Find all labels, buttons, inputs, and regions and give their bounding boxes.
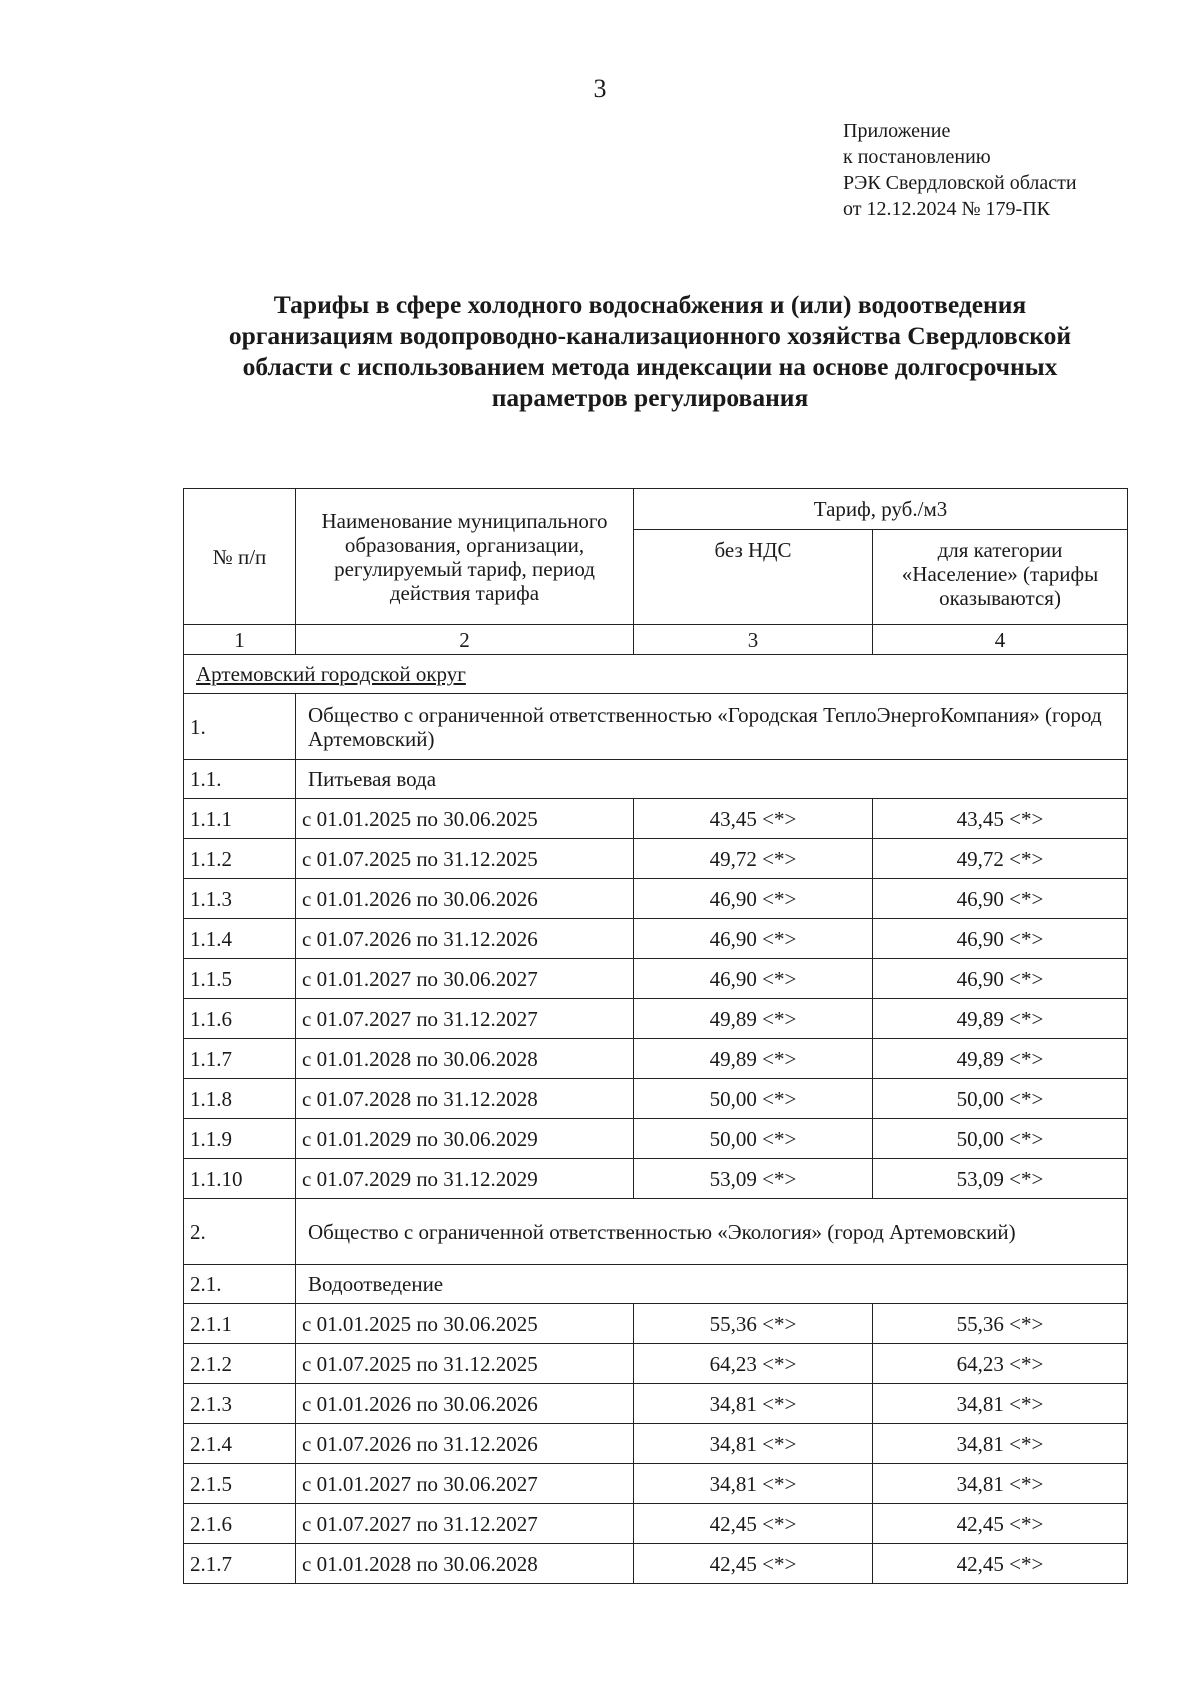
row-number: 2.1.2	[184, 1344, 296, 1384]
row-tariff-no-vat: 42,45 <*>	[634, 1544, 873, 1584]
appendix-line: Приложение	[843, 120, 951, 142]
row-tariff-no-vat: 43,45 <*>	[634, 799, 873, 839]
service-row	[184, 1265, 1128, 1304]
row-tariff-population: 55,36 <*>	[873, 1304, 1128, 1344]
title-line: параметров регулирования	[491, 383, 809, 412]
table-row	[184, 1504, 1128, 1544]
title-line: организациям водопроводно-канализационного хозяйства Свердловской	[228, 321, 1072, 350]
header-population: для категории «Население» (тарифы оказываются)	[873, 530, 1128, 625]
row-period: с 01.01.2027 по 30.06.2027	[296, 1464, 634, 1504]
appendix-line: к постановлению	[843, 146, 991, 168]
table-row	[184, 999, 1128, 1039]
appendix-line: от 12.12.2024 № 179-ПК	[843, 198, 1051, 220]
header-num: № п/п	[184, 489, 296, 625]
appendix-block	[843, 118, 1077, 222]
table-row	[184, 1304, 1128, 1344]
service-name: Питьевая вода	[296, 760, 1128, 799]
row-number: 2.1.4	[184, 1424, 296, 1464]
service-row	[184, 760, 1128, 799]
row-tariff-no-vat: 34,81 <*>	[634, 1384, 873, 1424]
table-row	[184, 1039, 1128, 1079]
org-number: 2.	[184, 1199, 296, 1265]
row-period: с 01.01.2025 по 30.06.2025	[296, 799, 634, 839]
row-tariff-population: 46,90 <*>	[873, 919, 1128, 959]
row-number: 2.1.7	[184, 1544, 296, 1584]
table-row	[184, 879, 1128, 919]
table-row	[184, 1119, 1128, 1159]
organization-row	[184, 694, 1128, 760]
title-line: Тарифы в сфере холодного водоснабжения и (или) водоотведения	[273, 290, 1027, 319]
row-number: 2.1.5	[184, 1464, 296, 1504]
appendix-line: РЭК Свердловской области	[843, 172, 1077, 194]
row-tariff-no-vat: 42,45 <*>	[634, 1504, 873, 1544]
row-number: 1.1.6	[184, 999, 296, 1039]
row-tariff-no-vat: 34,81 <*>	[634, 1464, 873, 1504]
header-no-vat: без НДС	[634, 530, 873, 625]
row-tariff-population: 34,81 <*>	[873, 1384, 1128, 1424]
row-tariff-no-vat: 34,81 <*>	[634, 1424, 873, 1464]
row-tariff-population: 49,72 <*>	[873, 839, 1128, 879]
row-tariff-population: 43,45 <*>	[873, 799, 1128, 839]
table-row	[184, 839, 1128, 879]
row-tariff-no-vat: 49,89 <*>	[634, 999, 873, 1039]
header-tariff: Тариф, руб./м3	[634, 489, 1128, 530]
row-tariff-population: 46,90 <*>	[873, 879, 1128, 919]
row-tariff-no-vat: 53,09 <*>	[634, 1159, 873, 1199]
row-tariff-no-vat: 46,90 <*>	[634, 879, 873, 919]
column-number: 2	[296, 625, 634, 655]
row-period: с 01.01.2028 по 30.06.2028	[296, 1039, 634, 1079]
row-period: с 01.07.2025 по 31.12.2025	[296, 1344, 634, 1384]
table-row	[184, 1464, 1128, 1504]
row-period: с 01.01.2025 по 30.06.2025	[296, 1304, 634, 1344]
row-tariff-no-vat: 49,89 <*>	[634, 1039, 873, 1079]
table-row	[184, 1159, 1128, 1199]
table-row	[184, 1079, 1128, 1119]
row-number: 1.1.2	[184, 839, 296, 879]
row-period: с 01.07.2026 по 31.12.2026	[296, 919, 634, 959]
row-tariff-population: 64,23 <*>	[873, 1344, 1128, 1384]
row-number: 1.1.3	[184, 879, 296, 919]
row-period: с 01.01.2026 по 30.06.2026	[296, 1384, 634, 1424]
row-tariff-population: 34,81 <*>	[873, 1424, 1128, 1464]
row-number: 2.1.6	[184, 1504, 296, 1544]
row-tariff-no-vat: 50,00 <*>	[634, 1119, 873, 1159]
table-row	[184, 1424, 1128, 1464]
table-body	[184, 625, 1128, 1584]
row-tariff-no-vat: 46,90 <*>	[634, 919, 873, 959]
table-row	[184, 1544, 1128, 1584]
row-tariff-no-vat: 64,23 <*>	[634, 1344, 873, 1384]
column-number: 3	[634, 625, 873, 655]
row-number: 1.1.8	[184, 1079, 296, 1119]
table-row	[184, 959, 1128, 999]
service-number: 2.1.	[184, 1265, 296, 1304]
district-name: Артемовский городской округ	[184, 655, 1128, 694]
row-period: с 01.07.2025 по 31.12.2025	[296, 839, 634, 879]
row-tariff-population: 34,81 <*>	[873, 1464, 1128, 1504]
table-row	[184, 799, 1128, 839]
title-line: области с использованием метода индексации на основе долгосрочных	[242, 352, 1058, 381]
org-name: Общество с ограниченной ответственностью «Городская ТеплоЭнергоКомпания» (город Артемовский)	[296, 694, 1128, 760]
row-period: с 01.01.2026 по 30.06.2026	[296, 879, 634, 919]
row-period: с 01.07.2027 по 31.12.2027	[296, 999, 634, 1039]
row-number: 1.1.5	[184, 959, 296, 999]
row-tariff-no-vat: 55,36 <*>	[634, 1304, 873, 1344]
row-tariff-population: 49,89 <*>	[873, 999, 1128, 1039]
row-period: с 01.01.2028 по 30.06.2028	[296, 1544, 634, 1584]
row-number: 1.1.10	[184, 1159, 296, 1199]
row-number: 1.1.1	[184, 799, 296, 839]
service-name: Водоотведение	[296, 1265, 1128, 1304]
row-number: 2.1.1	[184, 1304, 296, 1344]
district-row	[184, 655, 1128, 694]
row-tariff-population: 50,00 <*>	[873, 1079, 1128, 1119]
column-number: 1	[184, 625, 296, 655]
table-row	[184, 1384, 1128, 1424]
service-number: 1.1.	[184, 760, 296, 799]
row-period: с 01.07.2029 по 31.12.2029	[296, 1159, 634, 1199]
org-number: 1.	[184, 694, 296, 760]
table-row	[184, 1344, 1128, 1384]
column-number-row	[184, 625, 1128, 655]
column-number: 4	[873, 625, 1128, 655]
row-tariff-no-vat: 49,72 <*>	[634, 839, 873, 879]
row-number: 1.1.7	[184, 1039, 296, 1079]
row-period: с 01.07.2028 по 31.12.2028	[296, 1079, 634, 1119]
row-tariff-population: 53,09 <*>	[873, 1159, 1128, 1199]
row-tariff-no-vat: 46,90 <*>	[634, 959, 873, 999]
row-tariff-population: 46,90 <*>	[873, 959, 1128, 999]
row-number: 2.1.3	[184, 1384, 296, 1424]
row-period: с 01.01.2029 по 30.06.2029	[296, 1119, 634, 1159]
tariff-table	[183, 488, 1128, 1584]
row-period: с 01.01.2027 по 30.06.2027	[296, 959, 634, 999]
row-tariff-population: 50,00 <*>	[873, 1119, 1128, 1159]
row-tariff-population: 42,45 <*>	[873, 1544, 1128, 1584]
org-name: Общество с ограниченной ответственностью «Экология» (город Артемовский)	[296, 1199, 1128, 1265]
row-number: 1.1.4	[184, 919, 296, 959]
row-tariff-population: 49,89 <*>	[873, 1039, 1128, 1079]
header-name: Наименование муниципального образования, организации, регулируемый тариф, период действия тарифа	[296, 489, 634, 625]
row-tariff-no-vat: 50,00 <*>	[634, 1079, 873, 1119]
row-number: 1.1.9	[184, 1119, 296, 1159]
row-period: с 01.07.2026 по 31.12.2026	[296, 1424, 634, 1464]
row-tariff-population: 42,45 <*>	[873, 1504, 1128, 1544]
table-row	[184, 919, 1128, 959]
row-period: с 01.07.2027 по 31.12.2027	[296, 1504, 634, 1544]
page-number: 3	[593, 74, 607, 103]
document-title	[170, 289, 1130, 413]
organization-row	[184, 1199, 1128, 1265]
